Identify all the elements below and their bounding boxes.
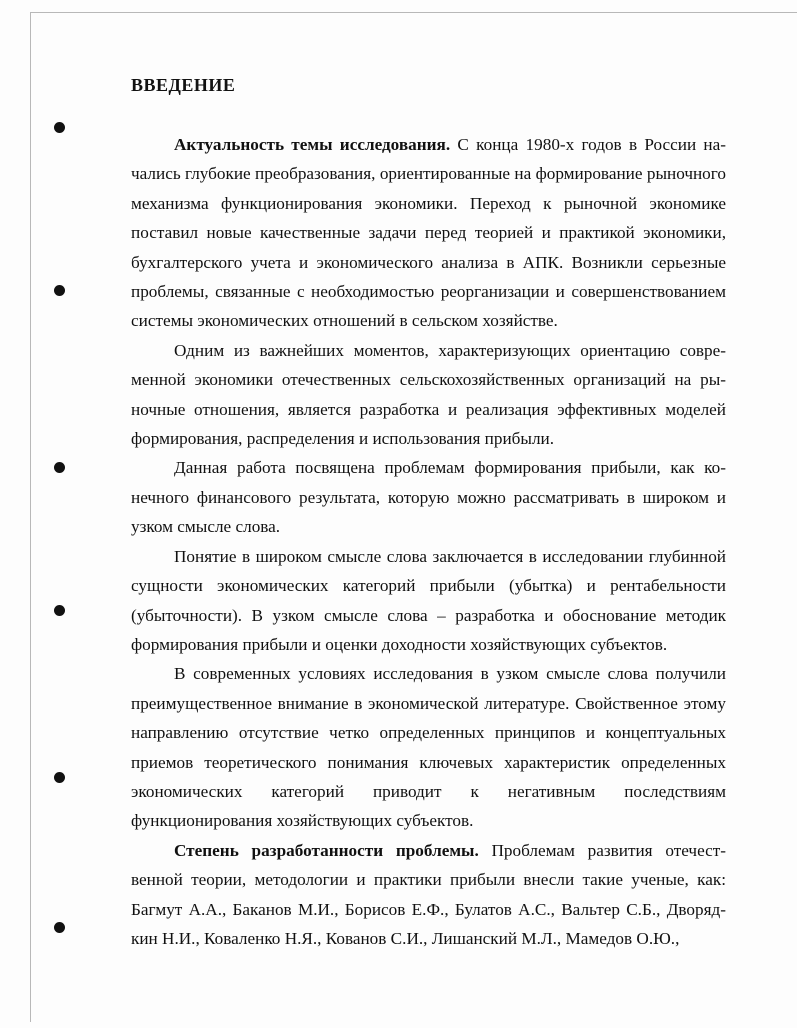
paragraph xyxy=(131,542,726,660)
paragraph-body: Одним из важнейших моментов, характеризующих ориентацию современной экономики отечественных сельскохозяйственных организаций на рыночные отношения, является разработка и реализация эффективных моделей формирования, распределения и использования прибыли. xyxy=(131,340,726,449)
paragraph xyxy=(131,453,726,541)
body-text xyxy=(131,130,726,953)
paragraph xyxy=(131,336,726,454)
binding-hole-mark xyxy=(54,462,65,473)
paragraph-body: Данная работа посвящена проблемам формирования прибыли, как конечного финансового результата, которую можно рассматривать в широком и узком смысле слова. xyxy=(131,458,726,537)
page-left-border xyxy=(30,12,31,1022)
section-heading: ВВЕДЕНИЕ xyxy=(131,75,236,95)
paragraph-body: В современных условиях исследования в узком смысле слова получили преимущественное внимание в экономической литературе. Свойственное этому направлению отсутствие четко определенных принципов и концептуальных приемов теоретического понимания ключевых характеристик определенных экономических категорий приводит к негативным последствиям функционирования хозяйствующих субъектов. xyxy=(131,664,726,831)
binding-hole-mark xyxy=(54,922,65,933)
binding-hole-mark xyxy=(54,122,65,133)
page-top-border xyxy=(30,12,797,13)
paragraph-body: С конца 1980-х годов в России начались глубокие преобразования, ориентированные на формирование рыночного механизма функционирования экономики. Переход к рыночной экономике поставил новые качественные задачи перед теорией и практикой экономики, бухгалтерского учета и экономического анализа в АПК. Возникли серьезные проблемы, связанные с необходимостью реорганизации и совершенствованием системы экономических отношений в сельском хозяйстве. xyxy=(131,135,726,331)
paragraph-body: Понятие в широком смысле слова заключается в исследовании глубинной сущности экономических категорий прибыли (убытка) и рентабельности (убыточности). В узком смысле слова – разработка и обоснование методик формирования прибыли и оценки доходности хозяйствующих субъектов. xyxy=(131,546,726,654)
paragraph-body: Проблемам развития отечественной теории, методологии и практики прибыли внесли такие ученые, как: Багмут А.А., Баканов М.И., Борисов Е.Ф., Булатов А.С., Вальтер С.Б., Дворядкин Н.И., Коваленко Н.Я., Кованов С.И., Лишанский М.Л., Мамедов О.Ю., xyxy=(131,840,726,948)
binding-hole-mark xyxy=(54,285,65,296)
paragraph-development xyxy=(131,836,726,954)
paragraph-lead: Актуальность темы исследования. xyxy=(174,135,451,154)
binding-hole-mark xyxy=(54,772,65,783)
binding-hole-mark xyxy=(54,605,65,616)
paragraph-relevance xyxy=(131,130,726,336)
paragraph-lead: Степень разработанности проблемы. xyxy=(174,840,479,860)
paragraph xyxy=(131,659,726,835)
